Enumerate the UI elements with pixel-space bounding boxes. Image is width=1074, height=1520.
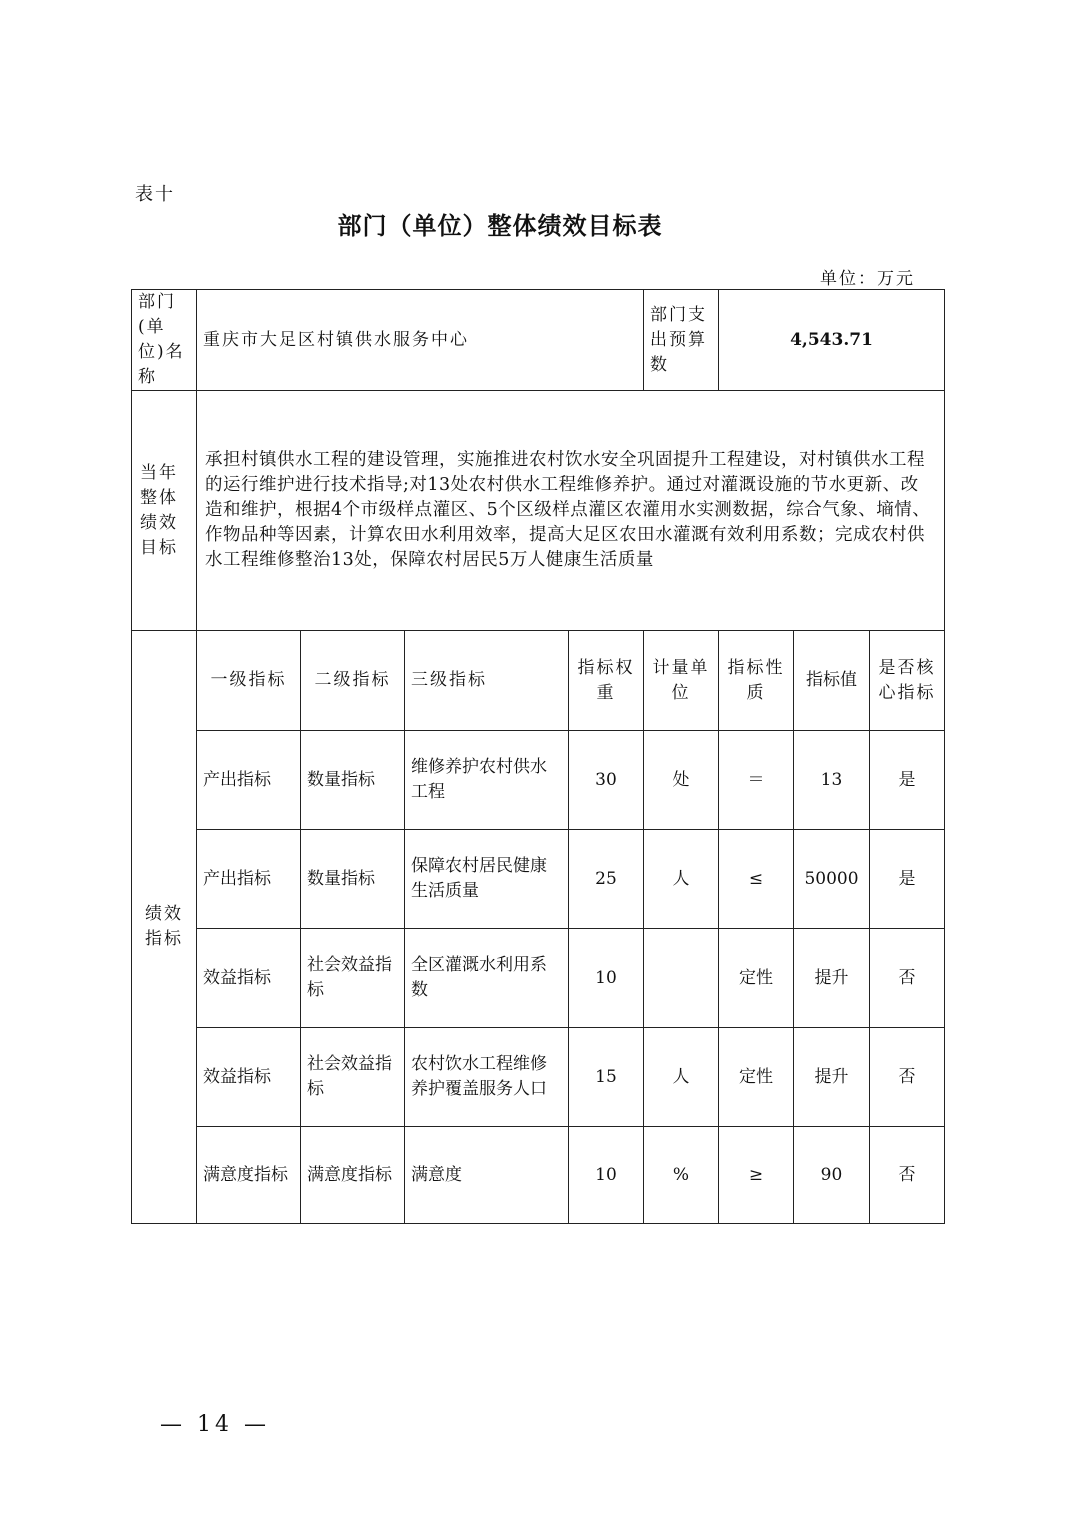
document-title: 部门（单位）整体绩效目标表	[337, 211, 663, 240]
column-header: 三级指标	[405, 631, 569, 731]
dept-name-label: 部门(单位)名称	[132, 290, 197, 391]
weight-cell: 30	[569, 731, 644, 830]
unit-note: 单位：万元	[820, 269, 915, 289]
value-cell: 提升	[794, 929, 870, 1028]
level2-cell: 社会效益指标	[301, 929, 405, 1028]
table-row	[132, 1127, 945, 1224]
weight-cell: 25	[569, 830, 644, 929]
level3-cell: 满意度	[405, 1127, 569, 1224]
level2-cell: 数量指标	[301, 830, 405, 929]
annual-goal-label: 当年整体绩效目标	[132, 391, 197, 631]
table-row	[132, 1028, 945, 1127]
level1-cell: 产出指标	[197, 830, 301, 929]
column-header: 是否核心指标	[870, 631, 945, 731]
level3-cell: 维修养护农村供水工程	[405, 731, 569, 830]
unit-cell: %	[644, 1127, 719, 1224]
core-cell: 是	[870, 731, 945, 830]
column-header: 指标值	[794, 631, 870, 731]
core-cell: 否	[870, 929, 945, 1028]
nature-cell: 定性	[719, 929, 794, 1028]
level3-cell: 农村饮水工程维修养护覆盖服务人口	[405, 1028, 569, 1127]
level3-cell: 保障农村居民健康生活质量	[405, 830, 569, 929]
column-header: 一级指标	[197, 631, 301, 731]
nature-cell: ≥	[719, 1127, 794, 1224]
weight-cell: 10	[569, 929, 644, 1028]
unit-cell: 人	[644, 830, 719, 929]
level2-cell: 满意度指标	[301, 1127, 405, 1224]
level1-cell: 效益指标	[197, 1028, 301, 1127]
nature-cell: ≤	[719, 830, 794, 929]
dept-name: 重庆市大足区村镇供水服务中心	[197, 290, 644, 391]
budget-label: 部门支出预算数	[644, 290, 719, 391]
weight-cell: 10	[569, 1127, 644, 1224]
column-header: 指标性质	[719, 631, 794, 731]
unit-cell: 处	[644, 731, 719, 830]
level1-cell: 满意度指标	[197, 1127, 301, 1224]
table-row	[132, 929, 945, 1028]
level3-cell: 全区灌溉水利用系数	[405, 929, 569, 1028]
core-cell: 是	[870, 830, 945, 929]
core-cell: 否	[870, 1127, 945, 1224]
nature-cell: ＝	[719, 731, 794, 830]
budget-value: 4,543.71	[719, 290, 945, 391]
table-label: 表十	[135, 184, 175, 205]
column-header: 指标权重	[569, 631, 644, 731]
value-cell: 13	[794, 731, 870, 830]
weight-cell: 15	[569, 1028, 644, 1127]
level2-cell: 数量指标	[301, 731, 405, 830]
page-number: — 14 —	[160, 1412, 270, 1437]
table-row	[132, 731, 945, 830]
column-header: 计量单位	[644, 631, 719, 731]
value-cell: 提升	[794, 1028, 870, 1127]
annual-goal-text: 承担村镇供水工程的建设管理，实施推进农村饮水安全巩固提升工程建设，对村镇供水工程的运行维护进行技术指导;对13处农村供水工程维修养护。通过对灌溉设施的节水更新、改造和维护，根据4个市级样点灌区、5个区级样点灌区农灌用水实测数据，综合气象、墒情、作物品种等因素，计算农田水利用效率，提高大足区农田水灌溉有效利用系数；完成农村供水工程维修整治13处，保障农村居民5万人健康生活质量	[197, 391, 945, 631]
level2-cell: 社会效益指标	[301, 1028, 405, 1127]
indicators-label: 绩效指标	[132, 631, 197, 1224]
table-row	[132, 830, 945, 929]
level1-cell: 效益指标	[197, 929, 301, 1028]
core-cell: 否	[870, 1028, 945, 1127]
unit-cell	[644, 929, 719, 1028]
value-cell: 90	[794, 1127, 870, 1224]
value-cell: 50000	[794, 830, 870, 929]
column-header: 二级指标	[301, 631, 405, 731]
performance-table	[131, 289, 945, 1224]
unit-cell: 人	[644, 1028, 719, 1127]
level1-cell: 产出指标	[197, 731, 301, 830]
nature-cell: 定性	[719, 1028, 794, 1127]
